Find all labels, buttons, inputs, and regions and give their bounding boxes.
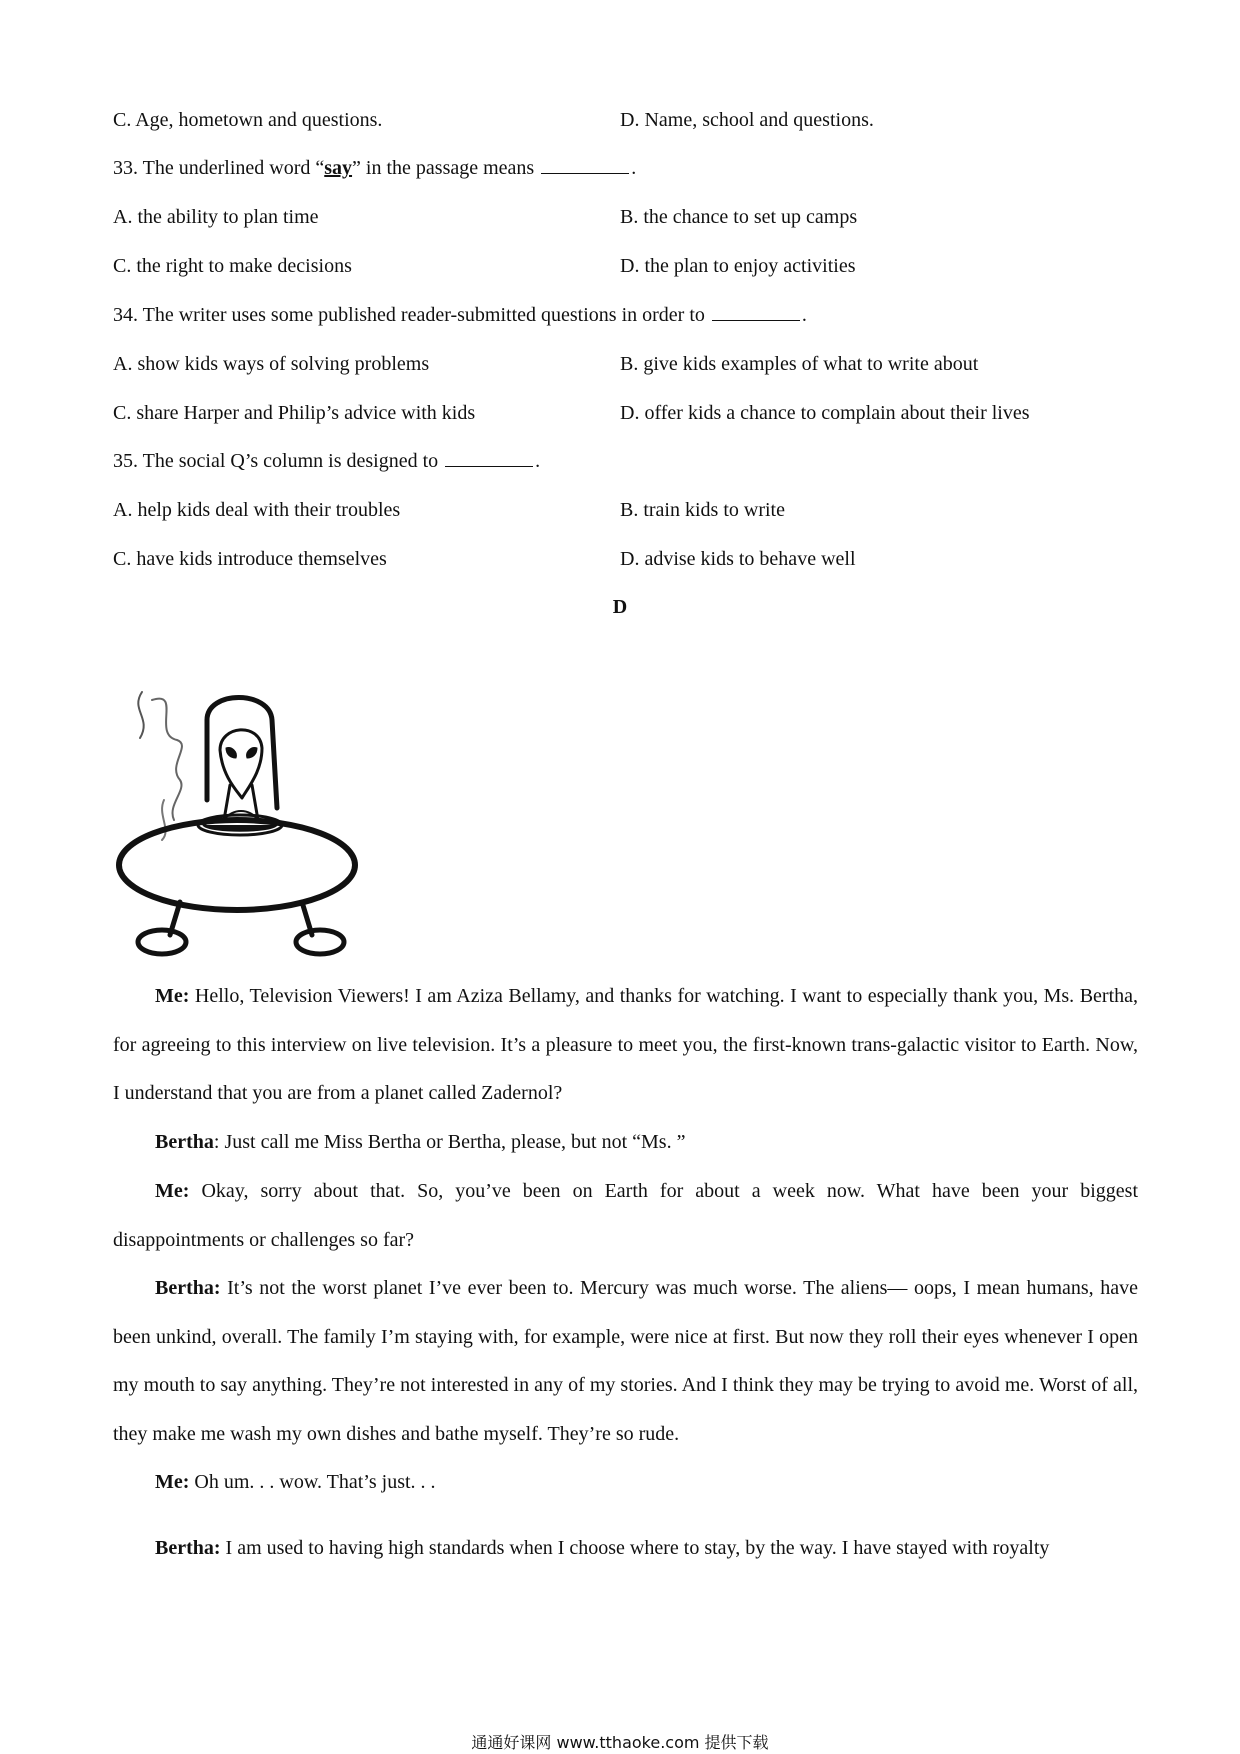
dialogue-paragraph (113, 1167, 1138, 1264)
speaker-label: Me: (155, 1180, 190, 1202)
q35-option-c: C. have kids introduce themselves (113, 548, 387, 570)
q34-stem (113, 300, 807, 330)
dialogue-paragraph (113, 972, 1138, 1118)
alien-ufo-illustration (112, 680, 362, 965)
q33-option-c: C. the right to make decisions (113, 255, 352, 277)
q33-stem-before: 33. The underlined word “ (113, 157, 325, 179)
dialogue-text: Okay, sorry about that. So, you’ve been on Earth for about a week now. What have been your biggest disappointments or challenges so far? (113, 1180, 1138, 1251)
q35-period: . (535, 450, 541, 472)
q35-stem (113, 446, 540, 476)
q35-option-b: B. train kids to write (620, 499, 785, 521)
speaker-label: Bertha: (155, 1537, 221, 1559)
q34-options-row-1 (113, 349, 1153, 379)
q33-options-row-1 (113, 202, 1153, 232)
q33-option-d: D. the plan to enjoy activities (620, 255, 856, 277)
q32-option-c: C. Age, hometown and questions. (113, 109, 383, 131)
q34-option-c: C. share Harper and Philip’s advice with kids (113, 402, 476, 424)
q35-options-row-2 (113, 544, 1153, 574)
q32-options-row (113, 105, 1153, 135)
q34-options-row-2 (113, 398, 1153, 428)
answer-blank (712, 302, 800, 321)
q33-options-row-2 (113, 251, 1153, 281)
q33-underlined-word: say (324, 157, 353, 179)
q33-option-a: A. the ability to plan time (113, 206, 319, 228)
q33-stem-after: ” in the passage means (352, 157, 535, 179)
dialogue-text: : Just call me Miss Bertha or Bertha, please, but not “Ms. ” (213, 1131, 686, 1153)
q35-option-a: A. help kids deal with their troubles (113, 499, 401, 521)
dialogue-paragraph (113, 1458, 1138, 1507)
q34-period: . (801, 304, 807, 326)
q33-option-b: B. the chance to set up camps (620, 206, 858, 228)
q35-options-row-1 (113, 495, 1153, 525)
q34-option-a: A. show kids ways of solving problems (113, 353, 430, 375)
q35-option-d: D. advise kids to behave well (620, 548, 856, 570)
dialogue-text: It’s not the worst planet I’ve ever been to. Mercury was much worse. The aliens— oops, I mean humans, have been unkind, overall. The family I’m staying with, for example, were nice at first. But now they roll their eyes whenever I open my mouth to say anything. They’re not interested in any of my stories. And I think they may be trying to avoid me. Worst of all, they make me wash my own dishes and bathe myself. They’re so rude. (113, 1277, 1138, 1445)
speaker-label: Me: (155, 985, 190, 1007)
speaker-label: Bertha: (155, 1277, 221, 1299)
q35-stem-text: 35. The social Q’s column is designed to (113, 450, 439, 472)
dialogue-paragraph (113, 1264, 1138, 1458)
q34-option-d: D. offer kids a chance to complain about their lives (620, 402, 1030, 424)
dialogue-paragraph (113, 1118, 1138, 1167)
q32-option-d: D. Name, school and questions. (620, 109, 874, 131)
answer-blank (541, 155, 629, 174)
speaker-label: Me: (155, 1471, 190, 1493)
speaker-label: Bertha (155, 1131, 214, 1153)
dialogue-text: Hello, Television Viewers! I am Aziza Bellamy, and thanks for watching. I want to especially thank you, Ms. Bertha, for agreeing to this interview on live television. It’s a pleasure to meet you, the first-known trans-galactic visitor to Earth. Now, I understand that you are from a planet called Zadernol? (113, 985, 1138, 1104)
answer-blank (445, 448, 533, 467)
page-footer: 通通好课网 www.tthaoke.com 提供下载 (471, 1733, 769, 1752)
q34-option-b: B. give kids examples of what to write about (620, 353, 979, 375)
q33-period: . (631, 157, 637, 179)
dialogue-text: Oh um. . . wow. That’s just. . . (189, 1471, 436, 1493)
q33-stem (113, 153, 636, 183)
dialogue-paragraph (113, 1524, 1138, 1573)
dialogue-text: I am used to having high standards when I choose where to stay, by the way. I have stayed with royalty (220, 1537, 1050, 1559)
q34-stem-text: 34. The writer uses some published reader-submitted questions in order to (113, 304, 705, 326)
section-heading: D (612, 596, 628, 618)
